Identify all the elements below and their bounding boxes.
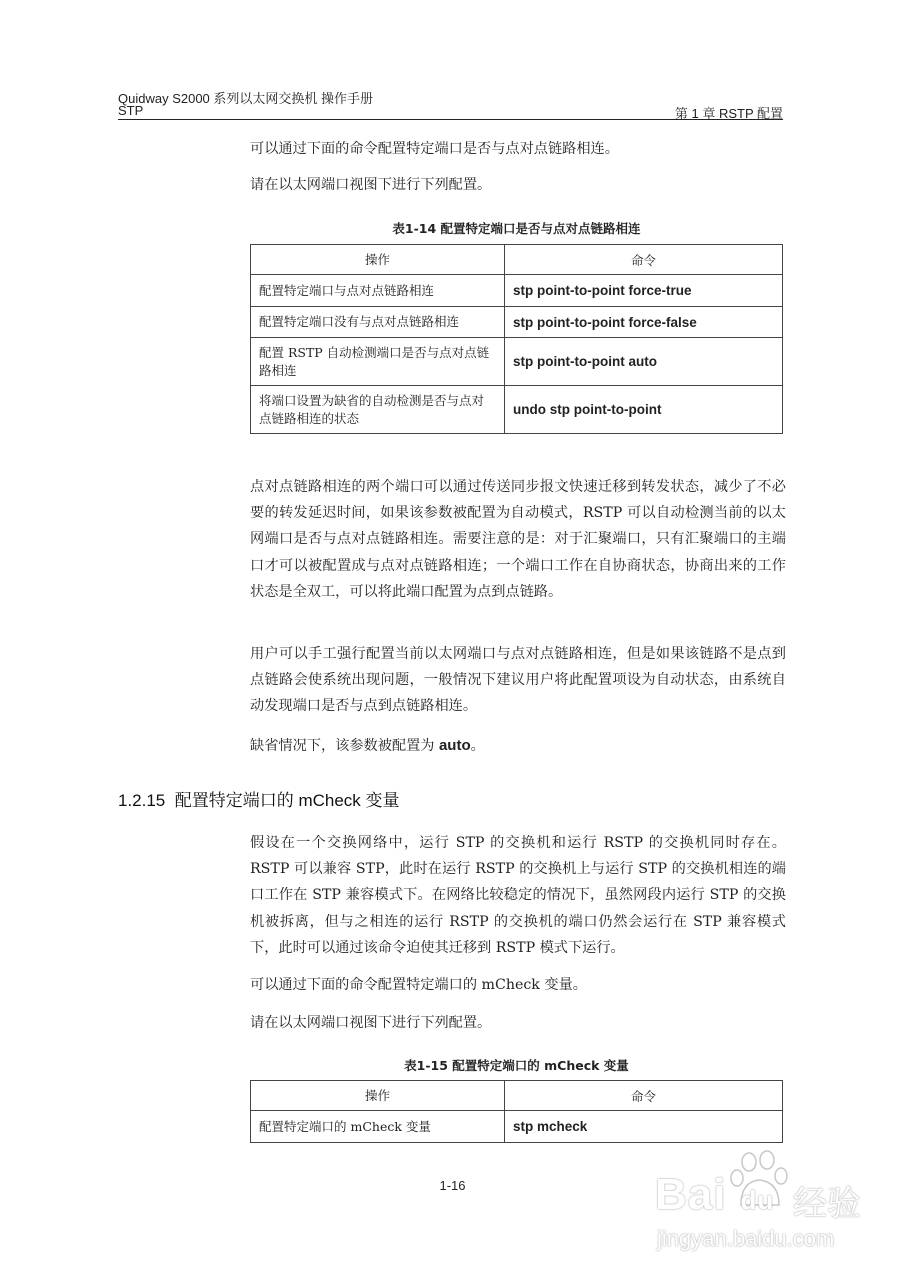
intro-line-3: 可以通过下面的命令配置特定端口的 mCheck 变量。 [250,977,587,993]
baidu-watermark [645,1150,885,1250]
row-command: stp point-to-point force-false [505,307,783,338]
row-command: stp point-to-point force-true [505,275,783,307]
jingyan-logo-text: 经验 [793,1184,861,1224]
table-1 [250,244,783,434]
paragraph-manual-config: 用户可以手工强行配置当前以太网端口与点对点链路相连，但是如果该链路不是点到点链路会使系统出现问题，一般情况下建议用户将此配置项设为自动状态，由系统自动发现端口是否与点到点链路相连。 [250,646,786,715]
module-name: STP [118,103,144,118]
row-command: stp point-to-point auto [505,338,783,386]
section-title: 配置特定端口的 mCheck 变量 [174,791,400,810]
paragraph-default [250,733,786,759]
intro-line-2: 请在以太网端口视图下进行下列配置。 [250,177,492,193]
paragraph-mcheck: 假设在一个交换网络中，运行 STP 的交换机和运行 RSTP 的交换机同时存在。RSTP 可以兼容 STP，此时在运行 RSTP 的交换机上与运行 STP 的交换机相连的端口工作在 STP 兼容模式下。在网络比较稳定的情况下，虽然网段内运行 STP 的交换机被拆离，但与之相连的运行 RSTP 的交换机的端口仍然会运行在 STP 兼容模式下，此时可以通过该命令迫使其迁移到 RSTP 模式下运行。 [250,835,786,956]
header-operation: 操作 [251,245,505,275]
table-header-row [251,1081,783,1111]
table-row [251,386,783,434]
page-number: 1-16 [439,1178,466,1193]
default-suffix: 。 [470,738,485,754]
row-operation: 配置特定端口与点对点链路相连 [251,275,505,307]
header-command: 命令 [505,1081,783,1111]
header-rule [118,119,783,120]
row-command: stp mcheck [505,1111,783,1143]
intro-line-1: 可以通过下面的命令配置特定端口是否与点对点链路相连。 [250,141,619,157]
row-operation: 配置特定端口没有与点对点链路相连 [251,307,505,338]
chapter-title: 第 1 章 RSTP 配置 [674,106,783,121]
table-row [251,307,783,338]
watermark-url: jingyan.baidu.com [657,1226,835,1251]
table-1-caption: 表1-14 配置特定端口是否与点对点链路相连 [392,221,641,236]
section-number: 1.2.15 [118,791,166,810]
default-prefix: 缺省情况下，该参数被配置为 [250,738,439,754]
header-operation: 操作 [251,1081,505,1111]
paragraph-point-to-point: 点对点链路相连的两个端口可以通过传送同步报文快速迁移到转发状态，减少了不必要的转发延迟时间，如果该参数被配置为自动模式，RSTP 可以自动检测当前的以太网端口是否与点对点链路相连。需要注意的是：对于汇聚端口，只有汇聚端口的主端口才可以被配置成与点对点链路相连；一个端口工作在自协商状态，协商出来的工作状态是全双工，可以将此端口配置为点到点链路。 [250,479,786,600]
default-value: auto [438,737,471,754]
doc-title: Quidway S2000 系列以太网交换机 操作手册 [118,91,374,106]
table-2-caption: 表1-15 配置特定端口的 mCheck 变量 [404,1058,629,1073]
baidu-logo-text: Bai du [655,1170,775,1219]
row-operation: 配置特定端口的 mCheck 变量 [251,1111,505,1143]
table-row [251,1111,783,1143]
table-header-row [251,245,783,275]
table-row [251,275,783,307]
section-heading [118,786,400,811]
row-operation: 配置 RSTP 自动检测端口是否与点对点链路相连 [251,338,505,386]
table-2 [250,1080,783,1143]
table-row [251,338,783,386]
row-command: undo stp point-to-point [505,386,783,434]
header-command: 命令 [505,245,783,275]
row-operation: 将端口设置为缺省的自动检测是否与点对点链路相连的状态 [251,386,505,434]
intro-line-4: 请在以太网端口视图下进行下列配置。 [250,1015,492,1031]
